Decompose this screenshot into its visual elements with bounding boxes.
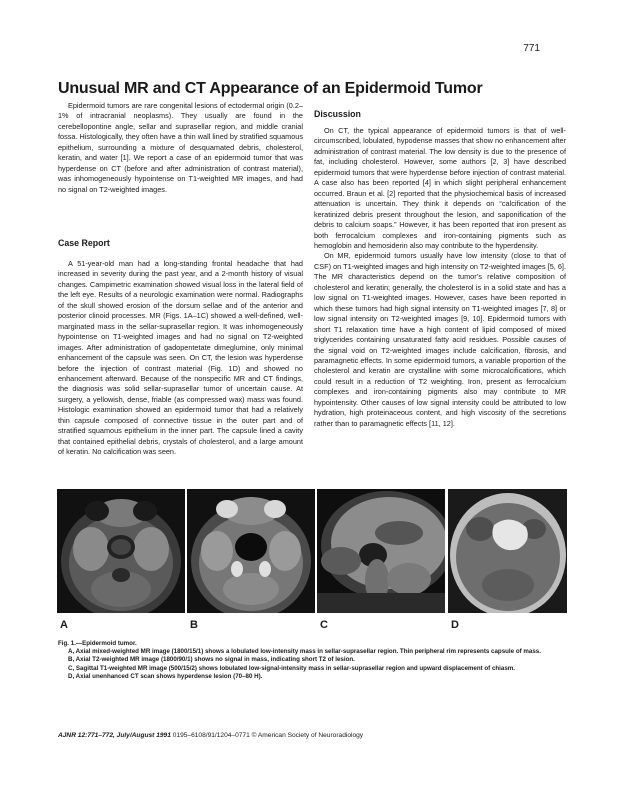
discussion-paragraph-2: On MR, epidermoid tumors usually have low intensity (close to that of CSF) on T1-weighted images and high intensity on T2-weighted images [5, 6]. The MR characteristics depend on the tumor’s relative composition of cholesterol and keratin; generally, the cholesterol is in a solid state and has a low signal on T1-weighted images. However, cases have been reported in which these tumors had high signal intensity on T1-weighted images [7, 8] or low signal intensity on T2-weighted images [9, 10]. Epidermoid tumors with short T1 relaxation time have a high content of lipid composed of mixed triglycerides containing unsaturated fatty acid residues. Possible causes of the signal void on T2-weighted images include calcification, fibrosis, and paramagnetic effects. In some epidermoid tumors, a variable proportion of the cholesterol and keratin are crystalline with some microcalcifications, which could result in a reduction of T2 weighting. Iron, present as ferrocalcium complexes and iron-containing pigments also may contribute to MR hypointensity. Other causes of low signal intensity could be attributed to low hydration, high proteinaceous content, and high viscosity of the secretions rather than to paramagnetic effects [11, 12]. bbox=[314, 251, 566, 428]
axial-mr-t2-scan bbox=[187, 489, 315, 613]
footer bbox=[58, 732, 363, 739]
axial-mr-mixed-scan bbox=[57, 489, 185, 613]
scan-panel-b bbox=[187, 489, 315, 613]
article-title: Unusual MR and CT Appearance of an Epidermoid Tumor bbox=[58, 80, 483, 97]
panel-label-c: C bbox=[320, 619, 328, 631]
discussion-paragraph-1: On CT, the typical appearance of epidermoid tumors is that of well-circumscribed, lobulated, hypodense masses that show no enhancement after administration of contrast material. The low density is due to the presence of fat, including cholesterol. However, some authors [2, 3] have described epidermoid tumors that were hyperdense before injection of contrast material. A case also has been reported [4] in which slight peripheral enhancement occurred. Braun et al. [2] reported that the physiochemical basis of increased attenuation is uncertain. They think it depends on “calcification of the keratinized debris present throughout the lesion, and saponification of the debris to calcium soaps.” However, it has been reported that iron present as both ferrocalcium complexes and iron-containing pigments such as hemoglobin and hemosiderin also may contribute to the hyperdensity. bbox=[314, 126, 566, 250]
footer-journal: AJNR 12:771–772, July/August 1991 bbox=[58, 732, 171, 739]
figure-caption bbox=[58, 640, 566, 681]
scan-panel-a bbox=[57, 489, 185, 613]
figure-1 bbox=[57, 489, 567, 613]
case-report-body bbox=[58, 259, 303, 458]
intro-paragraph bbox=[58, 101, 303, 195]
axial-ct-scan bbox=[448, 489, 567, 613]
page-number: 771 bbox=[523, 43, 540, 54]
discussion-heading: Discussion bbox=[314, 109, 361, 119]
scan-panel-d bbox=[448, 489, 567, 613]
panel-label-b: B bbox=[190, 619, 198, 631]
panel-label-d: D bbox=[451, 619, 459, 631]
case-report-heading: Case Report bbox=[58, 238, 110, 248]
case-report-text: A 51-year-old man had a long-standing frontal headache that had increased in severity during the past year, and a 2-month history of visual changes. Campimetric examination showed visual loss in the lateral field of the left eye. Results of a neurologic examination were normal. Radiographs of the skull showed erosion of the dorsum sellae and of the anterior and posterior clinoid processes. MR (Figs. 1A–1C) showed a well-defined, well-marginated mass in the sellar-suprasellar region. It was inhomogeneously hypointense on T1-weighted images and had no signal on T2-weighted images. After administration of gadopentetate dimeglumine, only minimal enhancement of the capsule was seen. On CT, the lesion was hyperdense before the injection of contrast material (Fig. 1D) and showed no enhancement afterward. Because of the nonspecific MR and CT findings, the diagnosis was solid sellar-suprasellar tumor of uncertain cause. At surgery, a yellowish, dense, friable (as compressed wax) mass was found. Histologic examination showed an epidermoid tumor that had a relatively thin capsule composed of connective tissue in the outer part and of stratified squamous epithelium in the inner part. The capsule lined a cavity that contained epithelial debris, crystals of cholesterol, and a large amount of keratin. No calcification was seen. bbox=[58, 259, 303, 457]
caption-line-d: D, Axial unenhanced CT scan shows hyperdense lesion (70–80 H). bbox=[68, 672, 263, 680]
caption-line-c: C, Sagittal T1-weighted MR image (500/15/2) shows lobulated low-signal-intensity mass in sellar-suprasellar region and upward displacement of chiasm. bbox=[68, 664, 515, 672]
scan-panel-c bbox=[317, 489, 445, 613]
discussion-body bbox=[314, 126, 566, 429]
caption-title: Fig. 1.—Epidermoid tumor. bbox=[58, 640, 137, 647]
sagittal-mr-t1-scan bbox=[317, 489, 445, 613]
caption-line-b: B, Axial T2-weighted MR image (1800/90/1) shows no signal in mass, indicating short T2 of lesion. bbox=[68, 656, 355, 664]
panel-label-a: A bbox=[60, 619, 68, 631]
footer-copyright: 0195–6108/91/1204–0771 © American Society of Neuroradiology bbox=[172, 732, 364, 739]
caption-line-a: A, Axial mixed-weighted MR image (1800/15/1) shows a lobulated low-intensity mass in sellar-suprasellar region. Thin peripheral rim represents capsule of mass. bbox=[68, 648, 541, 656]
intro-text: Epidermoid tumors are rare congenital lesions of ectodermal origin (0.2–1% of intracranial neoplasms). They usually are found in the cerebellopontine angle, sellar and suprasellar region, and middle cranial fossa. Histologically, they often have a thin wall lined by stratified squamous epithelium, surrounding a mixture of desquamated debris, cholesterol, keratin, and water [1]. We report a case of an epidermoid tumor that was hyperdense on CT (before and after administration of contrast material), was inhomogeneously hypointense on T1-weighted MR images, and had no signal on T2-weighted images. bbox=[58, 101, 303, 194]
